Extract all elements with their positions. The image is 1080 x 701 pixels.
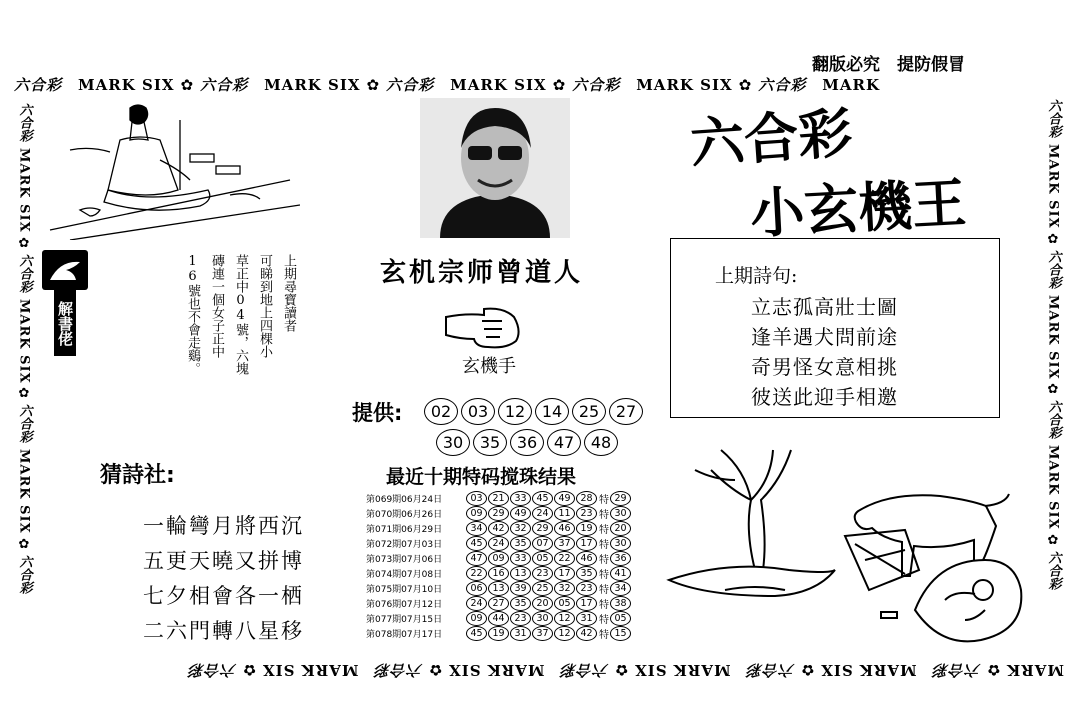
result-row	[366, 491, 651, 506]
master-portrait	[420, 98, 570, 238]
last-poem-heading: 上期詩句:	[715, 265, 798, 287]
tree-ox-illustration	[665, 440, 1035, 650]
flower-icon: ✿	[18, 235, 30, 251]
provided-number: 14	[535, 398, 569, 425]
border-text: MARK SIX	[1045, 144, 1061, 229]
border-text: MARK SIX	[450, 76, 547, 94]
draw-number: 34	[466, 521, 487, 536]
draw-number: 24	[488, 536, 509, 551]
border-logo: 六合彩	[374, 661, 423, 679]
draw-number: 09	[466, 506, 487, 521]
draw-number: 19	[488, 626, 509, 641]
special-number: 30	[610, 506, 631, 521]
border-logo: 六合彩	[16, 253, 32, 293]
border-bottom	[14, 660, 1064, 681]
draw-number: 13	[510, 566, 531, 581]
draw-number: 05	[532, 551, 553, 566]
provide-row-2	[436, 429, 621, 456]
border-logo: 六合彩	[746, 661, 795, 679]
riddle-line: 草正中04號，六塊	[233, 254, 248, 375]
guess-poem-line: 七夕相會各一栖	[143, 584, 304, 608]
draw-number: 46	[554, 521, 575, 536]
draw-label: 第073期07月06日	[366, 555, 443, 565]
flower-icon: ✿	[428, 661, 443, 679]
draw-number: 33	[510, 551, 531, 566]
flower-icon: ✿	[1047, 382, 1059, 398]
draw-number: 12	[554, 611, 575, 626]
draw-number: 46	[576, 551, 597, 566]
draw-number: 21	[488, 491, 509, 506]
flower-icon: ✿	[738, 76, 753, 94]
draw-number: 45	[466, 626, 487, 641]
result-row	[366, 611, 651, 626]
draw-number: 11	[554, 506, 575, 521]
special-number: 34	[610, 581, 631, 596]
draw-number: 31	[576, 611, 597, 626]
hand-icon	[42, 250, 88, 290]
draw-number: 09	[466, 611, 487, 626]
last-poem-line: 奇男怪女意相挑	[751, 355, 898, 379]
pointing-hand-icon	[442, 305, 524, 349]
draw-label: 第077期07月15日	[366, 615, 443, 625]
draw-number: 45	[532, 491, 553, 506]
draw-number: 37	[554, 536, 575, 551]
border-right	[1040, 96, 1066, 656]
border-logo: 六合彩	[1045, 99, 1061, 138]
flower-icon: ✿	[1047, 231, 1059, 247]
draw-number: 42	[576, 626, 597, 641]
provide-label: 提供:	[352, 401, 403, 425]
draw-number: 33	[510, 491, 531, 506]
flower-icon: ✿	[552, 76, 567, 94]
flower-icon: ✿	[242, 661, 256, 679]
special-number: 41	[610, 566, 631, 581]
master-name: 玄机宗师曾道人	[380, 258, 584, 288]
special-number: 30	[610, 536, 631, 551]
provided-number: 36	[510, 429, 544, 456]
copyright-warning: 翻版必究 提防假冒	[812, 55, 965, 75]
guess-poem	[143, 510, 304, 650]
border-logo: 六合彩	[1045, 400, 1061, 440]
last-poem-line: 逢羊遇犬問前途	[751, 325, 898, 349]
flower-icon: ✿	[366, 76, 381, 94]
special-number: 15	[610, 626, 631, 641]
last-poem-box	[670, 238, 1000, 418]
riddle-text	[158, 254, 298, 389]
riddle-line: 磚連一個女子正中	[209, 254, 224, 358]
hand-label: 玄機手	[462, 356, 516, 377]
special-label: 特	[599, 615, 609, 626]
draw-number: 17	[576, 596, 597, 611]
special-label: 特	[599, 495, 609, 506]
special-number: 05	[610, 611, 631, 626]
flower-icon: ✿	[800, 661, 815, 679]
provided-number: 25	[572, 398, 606, 425]
special-label: 特	[599, 525, 609, 536]
draw-number: 49	[554, 491, 575, 506]
draw-number: 23	[576, 581, 597, 596]
draw-number: 23	[576, 506, 597, 521]
flower-icon: ✿	[180, 76, 195, 94]
draw-label: 第069期06月24日	[366, 495, 443, 505]
draw-number: 23	[510, 611, 531, 626]
special-label: 特	[599, 555, 609, 566]
draw-number: 35	[510, 536, 531, 551]
border-logo: 六合彩	[16, 103, 32, 142]
draw-label: 第074期07月08日	[366, 570, 443, 580]
flower-icon: ✿	[18, 386, 30, 402]
provided-number: 12	[498, 398, 532, 425]
draw-number: 20	[532, 596, 553, 611]
special-number: 38	[610, 596, 631, 611]
border-logo: 六合彩	[572, 76, 621, 94]
border-text: MARK SIX	[1045, 445, 1061, 531]
border-text: MARK SIX	[262, 661, 359, 679]
border-logo: 六合彩	[16, 555, 32, 595]
result-row	[366, 506, 651, 521]
draw-number: 30	[532, 611, 553, 626]
guess-poem-heading: 猜詩社:	[100, 463, 175, 488]
special-label: 特	[599, 600, 609, 611]
title-line-2: 小玄機王	[748, 171, 968, 246]
result-row	[366, 521, 651, 536]
draw-number: 35	[576, 566, 597, 581]
border-logo: 六合彩	[758, 76, 807, 94]
draw-number: 09	[488, 551, 509, 566]
draw-number: 12	[554, 626, 575, 641]
border-logo: 六合彩	[386, 76, 435, 94]
seated-woman-illustration	[40, 100, 300, 240]
special-label: 特	[599, 585, 609, 596]
special-label: 特	[599, 630, 609, 641]
draw-number: 24	[532, 506, 553, 521]
result-row	[366, 596, 651, 611]
draw-number: 45	[466, 536, 487, 551]
draw-number: 17	[576, 536, 597, 551]
draw-number: 03	[466, 491, 487, 506]
flower-icon: ✿	[614, 661, 629, 679]
provide-row-1	[424, 398, 646, 425]
draw-number: 25	[532, 581, 553, 596]
draw-number: 29	[532, 521, 553, 536]
draw-number: 19	[576, 521, 597, 536]
portrait-image	[420, 98, 570, 238]
border-text: MARK	[1006, 661, 1064, 679]
draw-number: 44	[488, 611, 509, 626]
draw-label: 第072期07月03日	[366, 540, 443, 550]
special-number: 36	[610, 551, 631, 566]
border-logo: 六合彩	[560, 661, 609, 679]
border-text: MARK SIX	[16, 148, 32, 233]
border-top	[14, 74, 1064, 95]
flower-icon: ✿	[18, 537, 30, 553]
result-row	[366, 536, 651, 551]
border-logo: 六合彩	[1045, 249, 1061, 289]
flower-icon: ✿	[1047, 533, 1059, 549]
border-logo: 六合彩	[14, 76, 63, 94]
guess-poem-line: 五更天曉又拼博	[143, 549, 304, 573]
draw-number: 16	[488, 566, 509, 581]
draw-number: 28	[576, 491, 597, 506]
flower-icon: ✿	[986, 661, 1001, 679]
draw-label: 第071期06月29日	[366, 525, 443, 535]
draw-number: 22	[466, 566, 487, 581]
border-text: MARK SIX	[634, 661, 731, 679]
provided-number: 03	[461, 398, 495, 425]
border-logo: 六合彩	[16, 404, 32, 444]
guess-poem-line: 一輪彎月將西沉	[143, 514, 304, 538]
border-logo: 六合彩	[188, 661, 237, 679]
border-text: MARK SIX	[820, 661, 917, 679]
draw-number: 35	[510, 596, 531, 611]
special-label: 特	[599, 570, 609, 581]
border-text: MARK	[822, 76, 881, 94]
draw-number: 06	[466, 581, 487, 596]
draw-number: 32	[510, 521, 531, 536]
border-text: MARK SIX	[448, 661, 545, 679]
draw-number: 47	[466, 551, 487, 566]
special-number: 20	[610, 521, 631, 536]
border-text: MARK SIX	[16, 298, 32, 384]
draw-label: 第076期07月12日	[366, 600, 443, 610]
side-tag	[42, 250, 88, 360]
draw-number: 29	[488, 506, 509, 521]
border-logo: 六合彩	[932, 661, 981, 679]
draw-number: 37	[532, 626, 553, 641]
provided-number: 47	[547, 429, 581, 456]
draw-number: 23	[532, 566, 553, 581]
last-poem-line: 立志孤高壯士圖	[751, 295, 898, 319]
draw-number: 27	[488, 596, 509, 611]
draw-number: 49	[510, 506, 531, 521]
title-line-1: 六合彩	[688, 101, 855, 176]
result-row	[366, 626, 651, 641]
provided-number: 35	[473, 429, 507, 456]
special-label: 特	[599, 540, 609, 551]
guess-poem-line: 二六門轉八星移	[143, 619, 304, 643]
provided-number: 48	[584, 429, 618, 456]
provided-number: 02	[424, 398, 458, 425]
special-label: 特	[599, 510, 609, 521]
results-heading: 最近十期特码搅珠结果	[386, 466, 577, 488]
draw-number: 39	[510, 581, 531, 596]
results-table	[366, 491, 651, 641]
draw-number: 05	[554, 596, 575, 611]
provided-number: 27	[609, 398, 643, 425]
draw-label: 第075期07月10日	[366, 585, 443, 595]
border-text: MARK SIX	[264, 76, 361, 94]
border-text: MARK SIX	[78, 76, 175, 94]
border-logo: 六合彩	[200, 76, 249, 94]
result-row	[366, 566, 651, 581]
draw-number: 22	[554, 551, 575, 566]
riddle-line: 上期尋寶讀者	[281, 254, 296, 332]
riddle-line: 16號也不會走鷄。	[185, 254, 200, 375]
provided-number: 30	[436, 429, 470, 456]
border-logo: 六合彩	[1045, 551, 1061, 591]
draw-number: 24	[466, 596, 487, 611]
draw-number: 42	[488, 521, 509, 536]
draw-number: 07	[532, 536, 553, 551]
border-text: MARK SIX	[1045, 294, 1061, 380]
draw-number: 31	[510, 626, 531, 641]
riddle-line: 可睇到地上四棵小	[257, 254, 272, 358]
special-number: 29	[610, 491, 631, 506]
draw-number: 17	[554, 566, 575, 581]
draw-label: 第078期07月17日	[366, 630, 443, 640]
border-text: MARK SIX	[16, 449, 32, 535]
draw-number: 13	[488, 581, 509, 596]
draw-number: 32	[554, 581, 575, 596]
result-row	[366, 581, 651, 596]
result-row	[366, 551, 651, 566]
side-tag-label: 解書佬	[54, 290, 76, 356]
draw-label: 第070期06月26日	[366, 510, 443, 520]
last-poem-line: 彼送此迎手相邀	[751, 385, 898, 409]
border-left	[12, 100, 36, 655]
border-text: MARK SIX	[636, 76, 733, 94]
